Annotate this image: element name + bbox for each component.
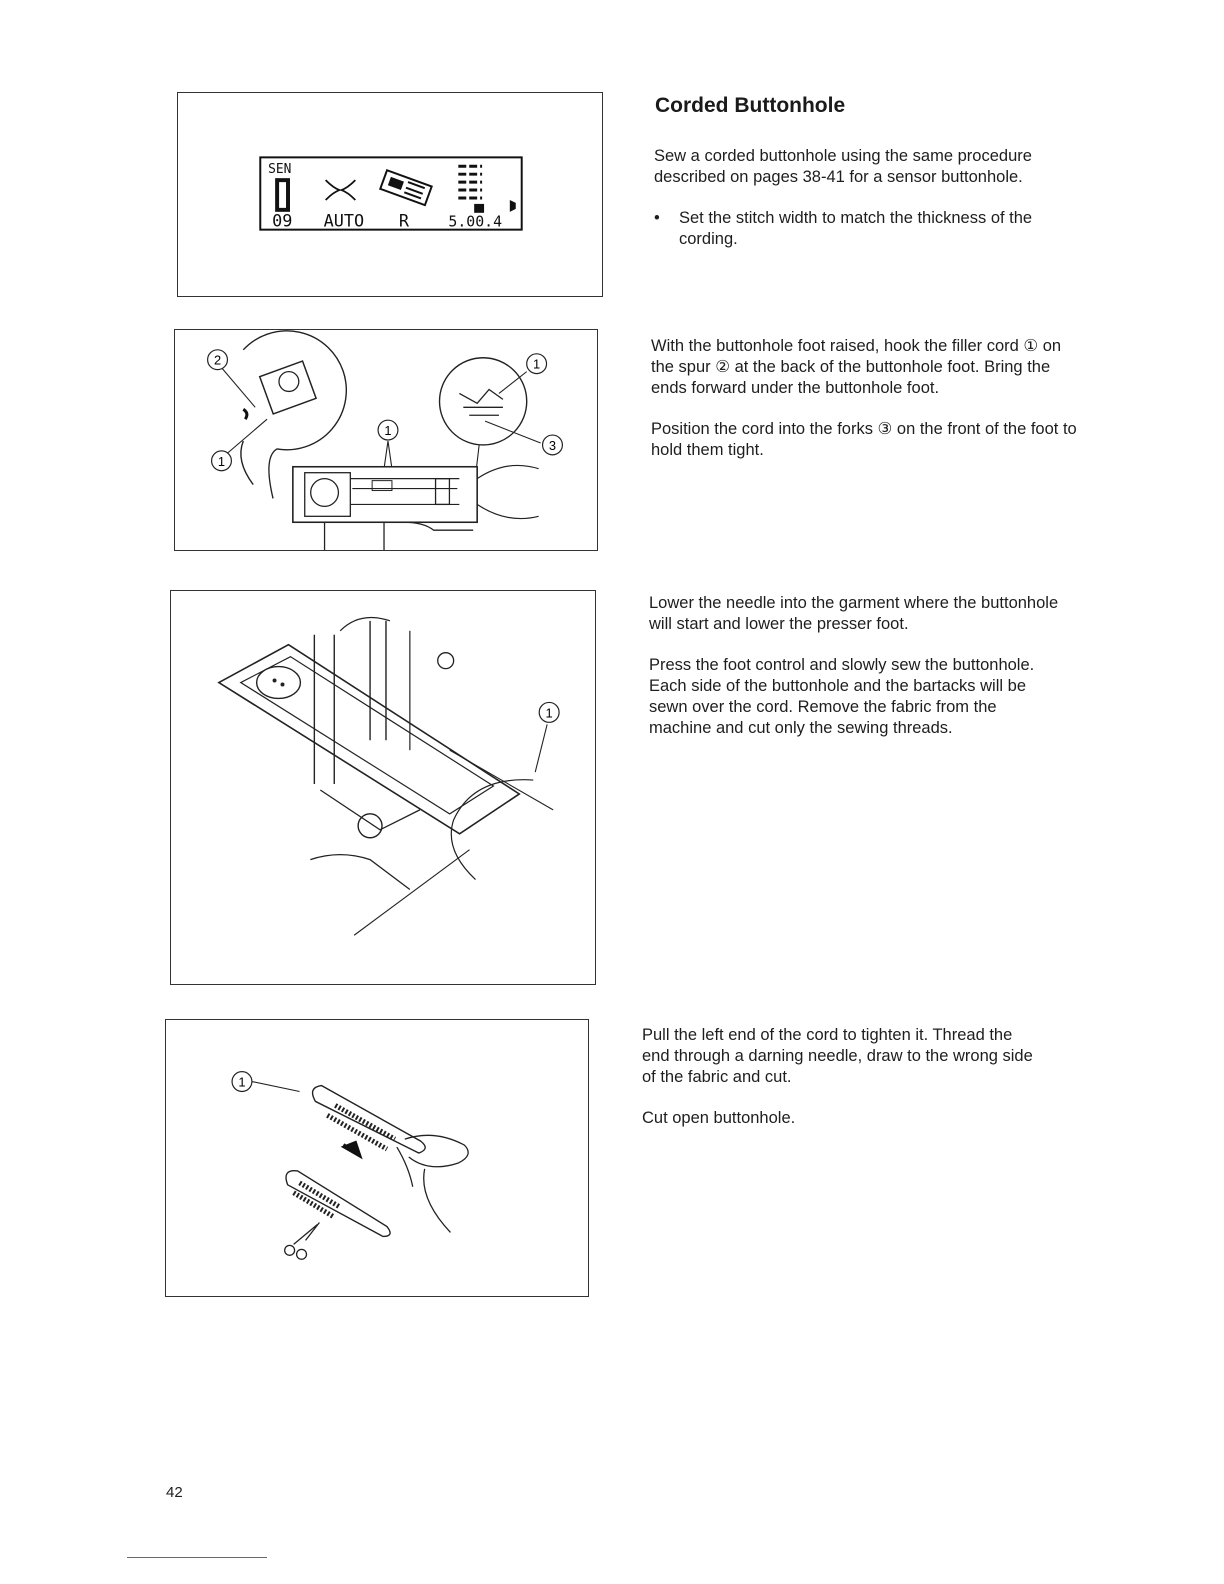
svg-text:1: 1 — [217, 453, 226, 469]
hook-cord-illustration — [175, 330, 597, 550]
lcd-auto-text: AUTO — [323, 210, 365, 231]
step3-paragraph-2: Press the foot control and slowly sew the buttonhole. Each side of the buttonhole and the bartacks will be sewn over the cord. Remove the fabric from the machine and cut only the sewing threads. — [649, 656, 1035, 737]
page-title: Corded Buttonhole — [655, 94, 846, 117]
step4-text — [642, 1025, 1044, 1149]
step1-bullet — [654, 208, 1074, 250]
lcd-mode-text: SEN — [268, 162, 292, 178]
svg-text:2: 2 — [213, 352, 222, 368]
step2-paragraph-2: Position the cord into the forks ③ on the front of the foot to hold them tight. — [651, 420, 1077, 459]
lcd-number-text: 09 — [272, 210, 293, 231]
tighten-cut-illustration — [166, 1020, 588, 1296]
label-2-icon — [208, 350, 228, 370]
lcd-r-text: R — [398, 210, 410, 231]
step4-paragraph-1: Pull the left end of the cord to tighten it. Thread the end through a darning needle, draw to the wrong side of the fabric and cut. — [642, 1026, 1033, 1086]
figure-tighten-cut — [165, 1019, 589, 1297]
page-number: 42 — [166, 1484, 183, 1501]
lcd-display-illustration — [178, 93, 602, 296]
label-1-center-icon — [378, 420, 398, 440]
figure-hook-cord — [174, 329, 598, 551]
figure-sewing — [170, 590, 596, 985]
svg-text:1: 1 — [545, 705, 553, 721]
label-1-icon — [539, 702, 559, 722]
bullet-dot-icon: • — [654, 209, 660, 227]
svg-text:1: 1 — [533, 356, 541, 372]
label-3-icon — [543, 435, 563, 455]
step1-paragraph: Sew a corded buttonhole using the same procedure described on pages 38-41 for a sensor buttonhole. — [654, 147, 1032, 186]
svg-text:1: 1 — [238, 1074, 246, 1090]
step1-text — [654, 146, 1074, 250]
step2-paragraph-1: With the buttonhole foot raised, hook the filler cord ① on the spur ② at the back of the buttonhole foot. Bring the ends forward under the buttonhole foot. — [651, 337, 1062, 397]
step3-text — [649, 593, 1059, 759]
sewing-illustration — [171, 591, 595, 984]
label-1-left-icon — [212, 451, 232, 471]
svg-text:3: 3 — [548, 437, 557, 453]
step4-paragraph-2: Cut open buttonhole. — [642, 1109, 796, 1127]
figure-lcd-display — [177, 92, 603, 297]
step3-paragraph-1: Lower the needle into the garment where the buttonhole will start and lower the presser foot. — [649, 594, 1059, 633]
step1-bullet-text: Set the stitch width to match the thickness of the cording. — [679, 209, 1033, 248]
label-1-right-icon — [527, 354, 547, 374]
step2-text — [651, 336, 1077, 481]
lcd-value-text: 5.00.4 — [448, 212, 503, 231]
svg-text:1: 1 — [384, 423, 392, 439]
label-1-icon — [232, 1072, 252, 1092]
footer-divider — [127, 1557, 267, 1558]
